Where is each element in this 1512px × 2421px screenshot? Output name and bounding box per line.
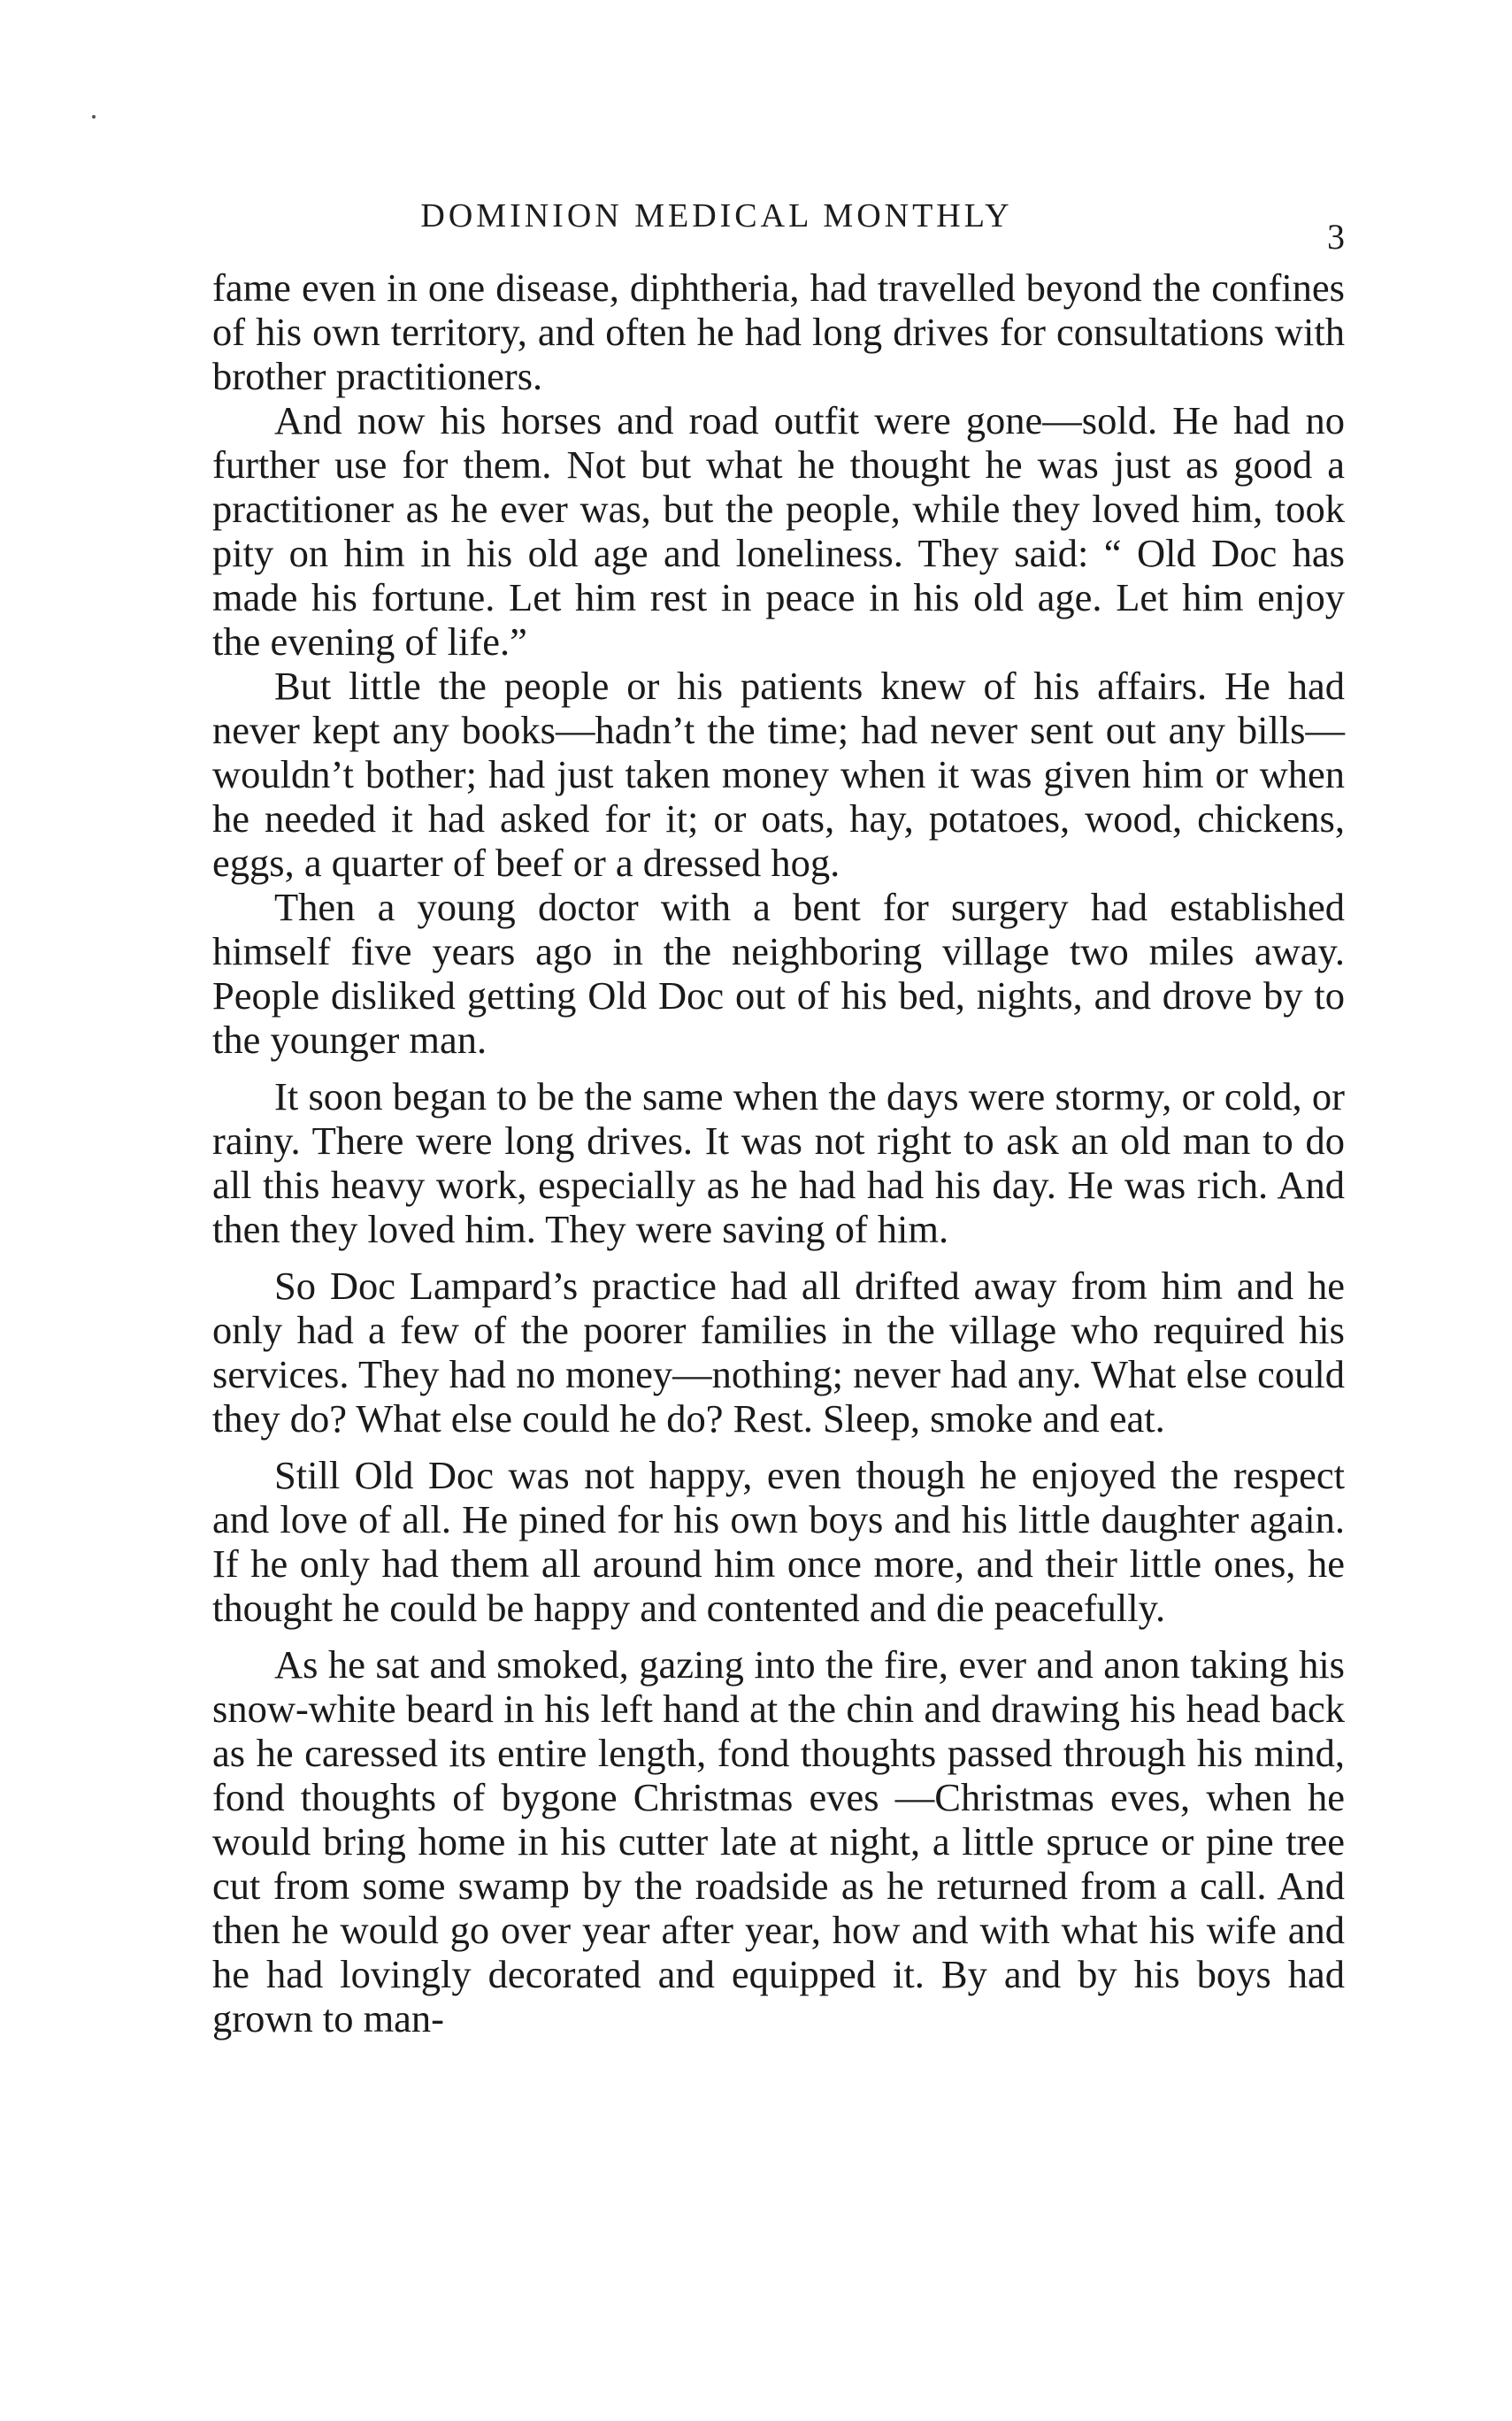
paragraph-6: So Doc Lampard’s practice had all drifted away from him and he only had a few of the poorer families in the village who required his services. They had no money—nothing; never had any. What else could they do? What else could he do? Rest. Sleep, smoke and eat.: [212, 1264, 1345, 1441]
paragraph-5: It soon began to be the same when the days were stormy, or cold, or rainy. There were long drives. It was not right to ask an old man to do all this heavy work, especially as he had had his day. He was rich. And then they loved him. They were saving of him.: [212, 1074, 1345, 1251]
paragraph-4: Then a young doctor with a bent for surgery had established himself five years ago in the neighboring village two miles away. People disliked getting Old Doc out of his bed, nights, and drove by to the younger man.: [212, 885, 1345, 1062]
page-number: 3: [1327, 217, 1345, 257]
paragraph-1: fame even in one disease, diphtheria, had travelled beyond the confines of his own territory, and often he had long drives for consultations with brother practitioners.: [212, 265, 1345, 398]
text-body: [212, 265, 1345, 2041]
page-speck: [92, 115, 96, 119]
running-head: [239, 196, 1345, 257]
paragraph-8: As he sat and smoked, gazing into the fire, ever and anon taking his snow-white beard in his left hand at the chin and drawing his head back as he caressed its entire length, fond thoughts passed through his mind, fond thoughts of bygone Christmas eves —Christmas eves, when he would bring home in his cutter late at night, a little spruce or pine tree cut from some swamp by the roadside as he returned from a call. And then he would go over year after year, how and with what his wife and he had lovingly decorated and equipped it. By and by his boys had grown to man-: [212, 1642, 1345, 2041]
paragraph-3: But little the people or his patients knew of his affairs. He had never kept any books—hadn’t the time; had never sent out any bills—wouldn’t bother; had just taken money when it was given him or when he needed it had asked for it; or oats, hay, potatoes, wood, chickens, eggs, a quarter of beef or a dressed hog.: [212, 664, 1345, 885]
paragraph-2: And now his horses and road outfit were gone—sold. He had no further use for them. Not but what he thought he was just as good a practitioner as he ever was, but the people, while they loved him, took pity on him in his old age and loneliness. They said: “ Old Doc has made his fortune. Let him rest in peace in his old age. Let him enjoy the evening of life.”: [212, 398, 1345, 664]
running-title: DOMINION MEDICAL MONTHLY: [420, 197, 1013, 234]
paragraph-7: Still Old Doc was not happy, even though he enjoyed the respect and love of all. He pined for his own boys and his little daughter again. If he only had them all around him once more, and their little ones, he thought he could be happy and contented and die peacefully.: [212, 1453, 1345, 1630]
